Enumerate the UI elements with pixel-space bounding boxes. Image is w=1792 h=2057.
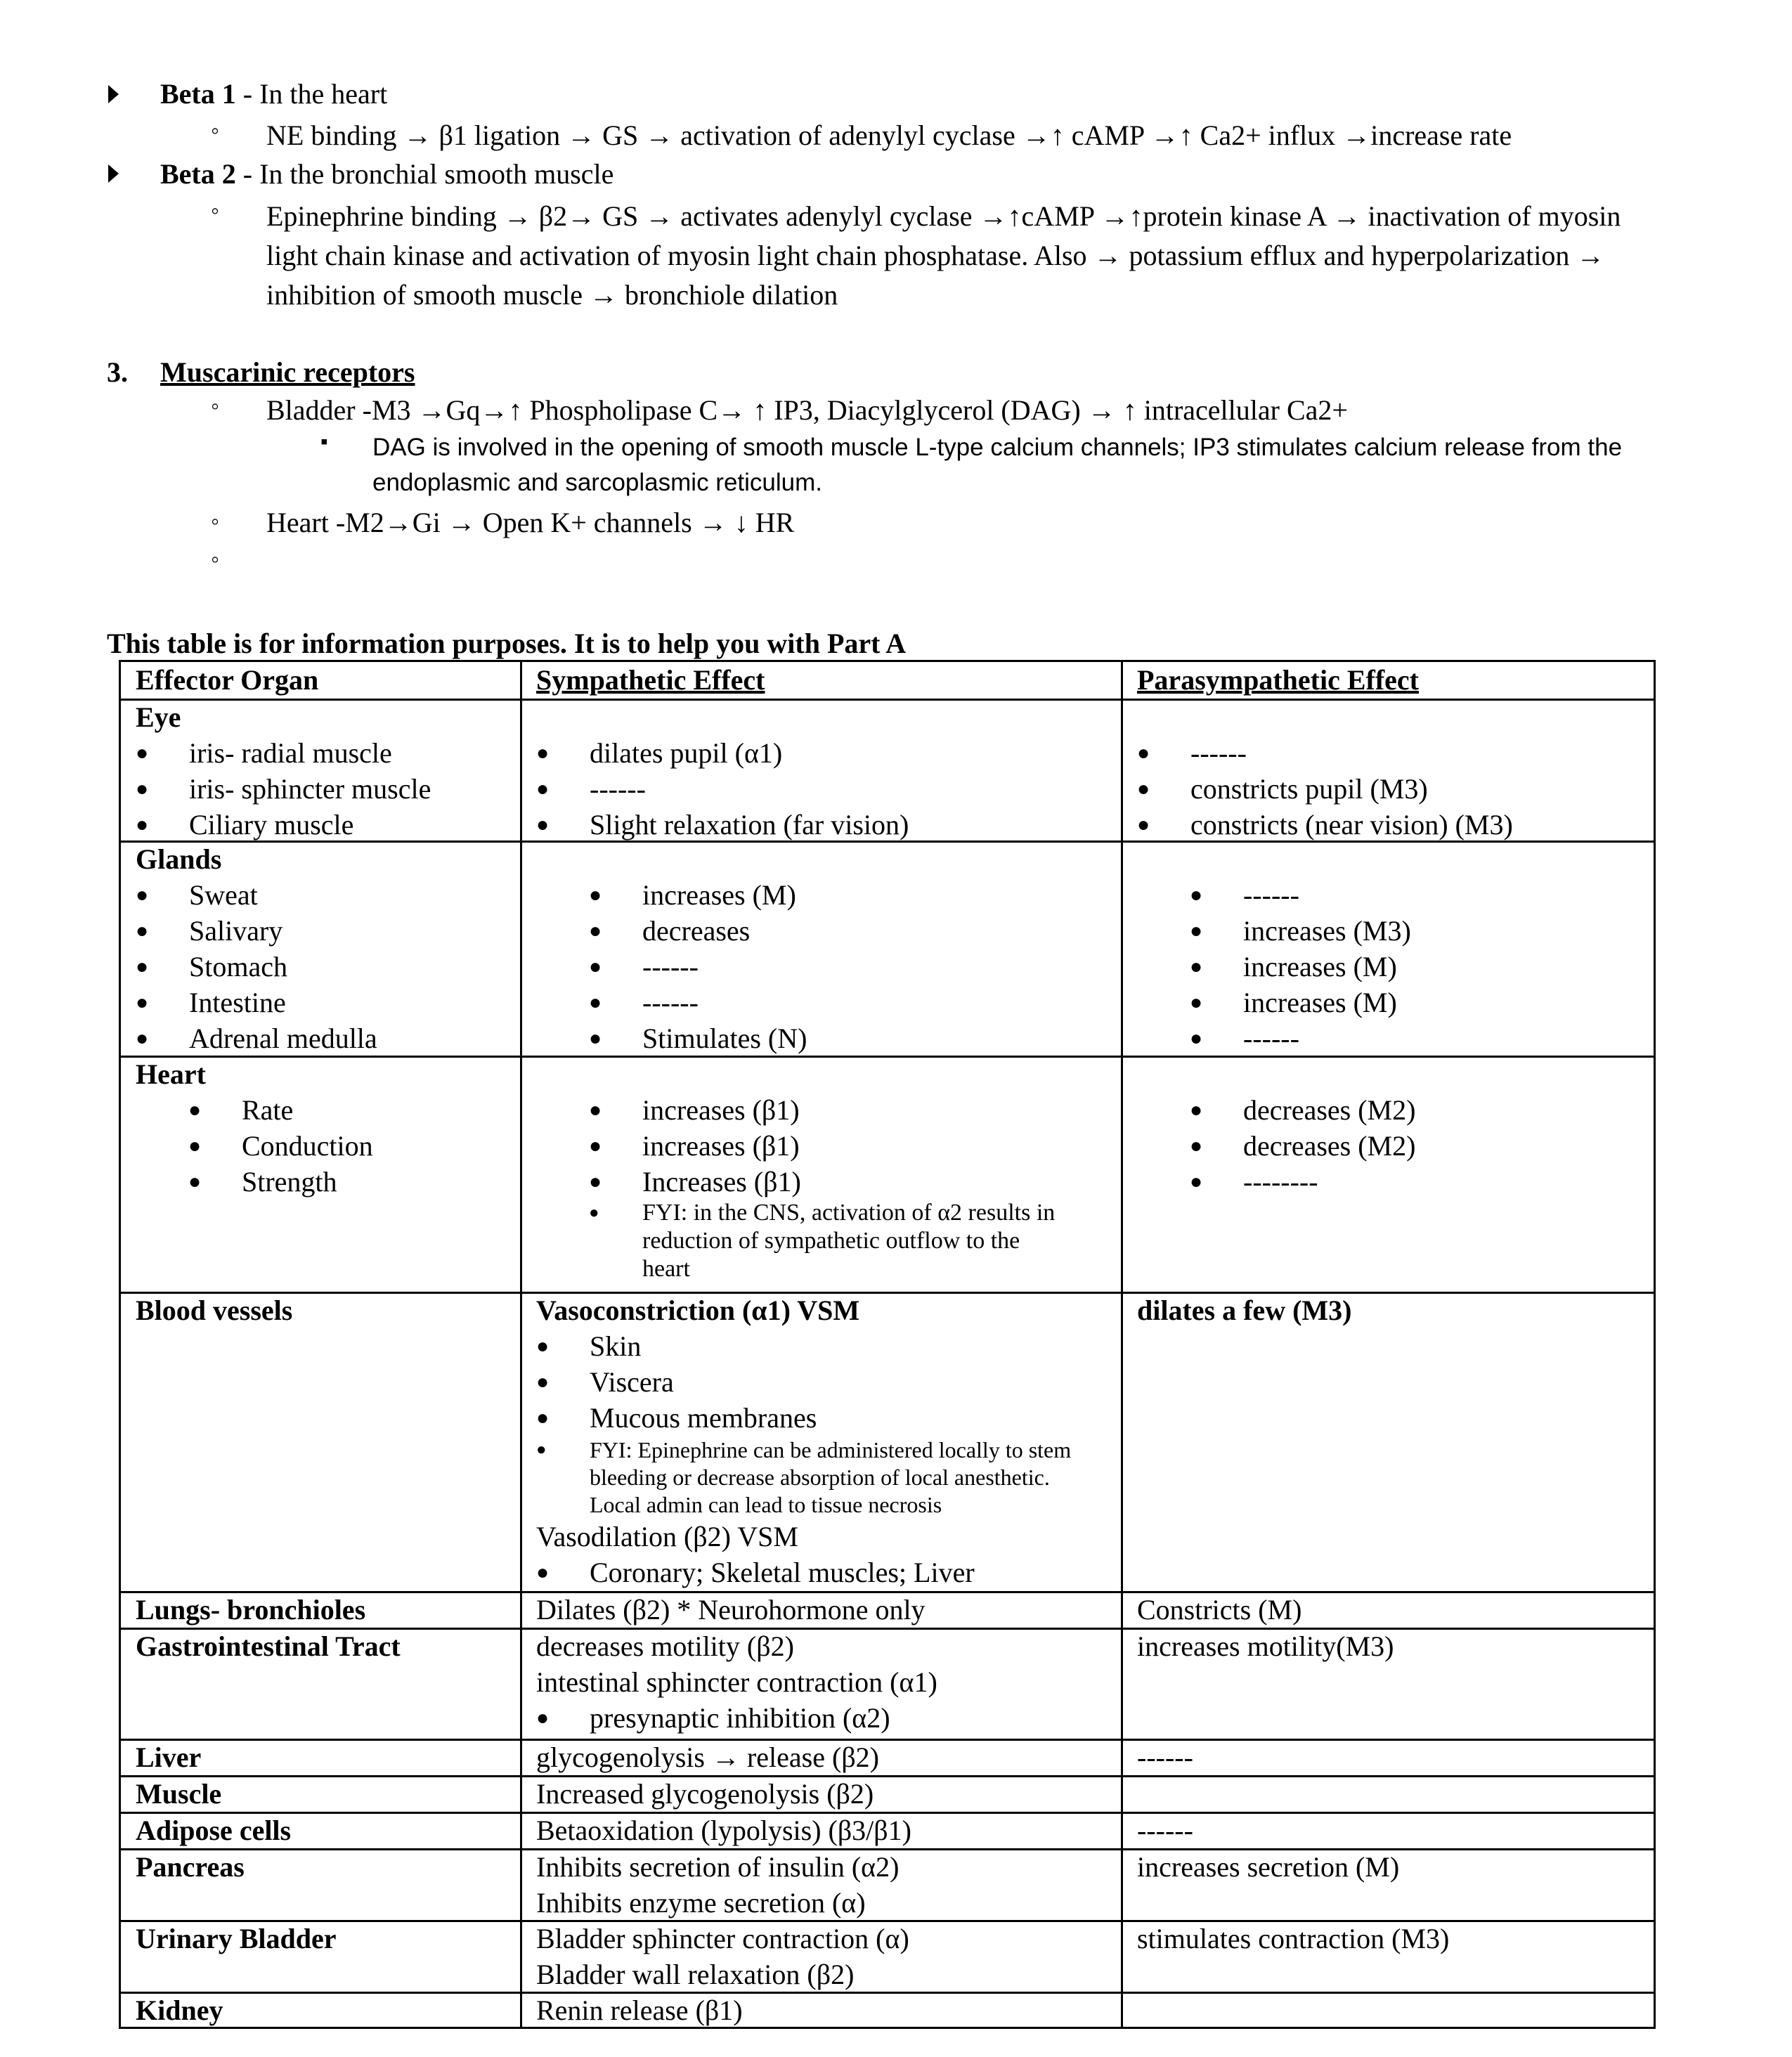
kidney-organ: Kidney xyxy=(136,1994,223,2026)
beta2-pathway-line2: light chain kinase and activation of myosin light chain phosphatase. Also → potassium efflux and hyperpolarization → xyxy=(266,240,1605,271)
row-divider xyxy=(121,1292,1654,1294)
list-item: ● presynaptic inhibition (α2) xyxy=(536,1702,890,1734)
list-item: ● ------ xyxy=(589,987,699,1018)
list-item: ● constricts pupil (M3) xyxy=(1137,773,1428,805)
list-item: ● Ciliary muscle xyxy=(136,809,354,841)
muscle-symp: Increased glycogenolysis (β2) xyxy=(536,1778,874,1810)
column-divider xyxy=(520,662,522,2027)
list-item: ● constricts (near vision) (M3) xyxy=(1137,809,1513,841)
pancreas-symp-cell xyxy=(536,1849,899,1921)
lungs-para: Constricts (M) xyxy=(1137,1594,1302,1626)
list-item: ● Stomach xyxy=(136,951,287,982)
muscle-organ: Muscle xyxy=(136,1778,222,1810)
blood-vessels-fyi xyxy=(536,1436,1071,1519)
list-item: ● Skin xyxy=(536,1330,642,1362)
list-item: ● increases (β1) xyxy=(589,1130,800,1162)
list-item: ● Sweat xyxy=(136,879,258,911)
circle-bullet-icon: ◦ xyxy=(211,509,220,535)
eye-para-cell xyxy=(1137,735,1513,843)
beta1-pathway: NE binding → β1 ligation → GS → activation of adenylyl cyclase →↑ cAMP →↑ Ca2+ influx →increase rate xyxy=(266,119,1512,151)
header-sympathetic: Sympathetic Effect xyxy=(536,664,765,696)
list-item: ● Slight relaxation (far vision) xyxy=(536,809,909,841)
list-item: ● Rate xyxy=(188,1094,294,1126)
list-item: ● FYI: in the CNS, activation of α2 results in xyxy=(589,1200,1056,1226)
gi-symp-cell xyxy=(536,1628,937,1736)
list-item: ● decreases xyxy=(589,915,751,947)
blood-vessels-symp-cell xyxy=(536,1292,859,1436)
list-item: ● dilates pupil (α1) xyxy=(536,737,783,769)
pancreas-para: increases secretion (M) xyxy=(1137,1851,1400,1883)
glands-symp-cell xyxy=(589,877,807,1056)
list-item: ● -------- xyxy=(1190,1166,1318,1198)
list-item: ● Conduction xyxy=(188,1130,373,1162)
circle-bullet-icon: ◦ xyxy=(211,547,220,573)
header-parasympathetic: Parasympathetic Effect xyxy=(1137,664,1419,696)
vasodilation-cell xyxy=(536,1519,975,1590)
header-effector-organ: Effector Organ xyxy=(136,664,319,696)
beta2-pathway-line1: Epinephrine binding → β2→ GS → activates adenylyl cyclase →↑cAMP →↑protein kinase A → inactivation of myosin xyxy=(266,200,1621,232)
eye-symp-cell xyxy=(536,735,909,843)
list-item: ● ------ xyxy=(589,951,699,982)
gi-symp-line: intestinal sphincter contraction (α1) xyxy=(536,1666,937,1698)
circle-bullet-icon: ◦ xyxy=(211,198,220,224)
bladder-para: stimulates contraction (M3) xyxy=(1137,1923,1450,1954)
square-bullet-icon: ▪ xyxy=(320,430,328,453)
bladder-symp-cell xyxy=(536,1921,909,1992)
organ-label: Heart xyxy=(136,1058,206,1090)
beta2-pathway-line3: inhibition of smooth muscle → bronchiole dilation xyxy=(266,279,838,311)
vasodilation-heading: Vasodilation (β2) VSM xyxy=(536,1521,798,1552)
list-item: ● ------ xyxy=(1190,1023,1299,1054)
effector-table xyxy=(119,660,1656,2029)
pancreas-organ: Pancreas xyxy=(136,1851,245,1883)
list-item: ● ------ xyxy=(1190,879,1299,911)
heart-symp-fyi xyxy=(589,1199,1055,1283)
organ-label: Eye xyxy=(136,701,181,733)
muscarinic-heart: Heart -M2→Gi → Open K+ channels → ↓ HR xyxy=(266,507,795,538)
list-item: ● iris- sphincter muscle xyxy=(136,773,431,805)
beta1-heading: Beta 1 - In the heart xyxy=(160,78,388,110)
list-item: ● Salivary xyxy=(136,915,283,947)
section-title: Muscarinic receptors xyxy=(160,356,415,388)
list-item: ● Increases (β1) xyxy=(589,1166,801,1198)
list-item: ● decreases (M2) xyxy=(1190,1094,1416,1126)
adipose-organ: Adipose cells xyxy=(136,1815,292,1846)
lungs-organ: Lungs- bronchioles xyxy=(136,1594,366,1626)
list-item: ● Viscera xyxy=(536,1366,674,1398)
bladder-symp-line: Bladder sphincter contraction (α) xyxy=(536,1923,909,1954)
bladder-symp-line: Bladder wall relaxation (β2) xyxy=(536,1959,855,1990)
beta2-heading: Beta 2 - In the bronchial smooth muscle xyxy=(160,158,614,190)
list-item: ● Mucous membranes xyxy=(536,1402,817,1434)
pancreas-symp-line: Inhibits enzyme secretion (α) xyxy=(536,1887,866,1919)
list-item: ● increases (M) xyxy=(1190,987,1397,1018)
adipose-symp: Betaoxidation (lypolysis) (β3/β1) xyxy=(536,1815,911,1846)
list-item: ● Intestine xyxy=(136,987,286,1018)
row-divider xyxy=(121,1739,1654,1741)
section-number: 3. xyxy=(107,356,128,388)
list-item: ● decreases (M2) xyxy=(1190,1130,1416,1162)
circle-bullet-icon: ◦ xyxy=(211,394,220,420)
row-divider xyxy=(121,1775,1654,1777)
list-item: ● iris- radial muscle xyxy=(136,737,392,769)
fyi-line: reduction of sympathetic outflow to the xyxy=(642,1228,1020,1254)
heart-organ-cell xyxy=(136,1056,373,1200)
column-divider xyxy=(1121,662,1123,2027)
pancreas-symp-line: Inhibits secretion of insulin (α2) xyxy=(536,1851,900,1883)
eye-organ-cell xyxy=(136,699,431,843)
bladder-organ: Urinary Bladder xyxy=(136,1923,337,1954)
bladder-note-line1: DAG is involved in the opening of smooth muscle L-type calcium channels; IP3 stimulates calcium release from the xyxy=(372,434,1623,461)
list-item: ● Coronary; Skeletal muscles; Liver xyxy=(536,1557,975,1588)
list-item: ● increases (β1) xyxy=(589,1094,800,1126)
glands-para-cell xyxy=(1190,877,1411,1056)
blood-vessels-organ: Blood vessels xyxy=(136,1294,293,1326)
gi-organ: Gastrointestinal Tract xyxy=(136,1630,401,1662)
fyi-line: heart xyxy=(642,1256,690,1282)
gi-para: increases motility(M3) xyxy=(1137,1630,1394,1662)
organ-label: Glands xyxy=(136,843,222,875)
heart-symp-cell xyxy=(589,1092,801,1200)
list-item: ● increases (M3) xyxy=(1190,915,1411,947)
table-caption: This table is for information purposes. It is to help you with Part A xyxy=(107,628,907,659)
liver-para: ------ xyxy=(1137,1741,1193,1773)
bladder-note-line2: endoplasmic and sarcoplasmic reticulum. xyxy=(372,469,822,496)
liver-symp: glycogenolysis → release (β2) xyxy=(536,1741,879,1773)
list-item: ● Strength xyxy=(188,1166,337,1198)
vasoconstriction-heading: Vasoconstriction (α1) VSM xyxy=(536,1294,860,1326)
muscarinic-bladder: Bladder -M3 →Gq→↑ Phospholipase C→ ↑ IP3, Diacylglycerol (DAG) → ↑ intracellular Ca2+ xyxy=(266,394,1348,426)
arrow-bullet-icon xyxy=(108,164,119,183)
heart-para-cell xyxy=(1190,1092,1415,1200)
blood-vessels-para: dilates a few (M3) xyxy=(1137,1294,1352,1326)
gi-symp-line: decreases motility (β2) xyxy=(536,1630,794,1662)
list-item: ● increases (M) xyxy=(589,879,796,911)
list-item: ● ------ xyxy=(1137,737,1247,769)
list-item: ● increases (M) xyxy=(1190,951,1397,982)
fyi-line: bleeding or decrease absorption of local anesthetic. xyxy=(590,1465,1050,1490)
arrow-bullet-icon xyxy=(108,85,119,103)
circle-bullet-icon: ◦ xyxy=(211,118,220,144)
adipose-para: ------ xyxy=(1137,1815,1193,1846)
liver-organ: Liver xyxy=(136,1741,202,1773)
list-item: ● Adrenal medulla xyxy=(136,1023,377,1054)
list-item: ● ------ xyxy=(536,773,646,805)
kidney-symp: Renin release (β1) xyxy=(536,1994,743,2026)
list-item: ● Stimulates (N) xyxy=(589,1023,807,1054)
glands-organ-cell xyxy=(136,841,377,1056)
lungs-symp: Dilates (β2) * Neurohormone only xyxy=(536,1594,926,1626)
list-item: ● FYI: Epinephrine can be administered locally to stem xyxy=(536,1437,1072,1462)
fyi-line: Local admin can lead to tissue necrosis xyxy=(590,1492,942,1517)
